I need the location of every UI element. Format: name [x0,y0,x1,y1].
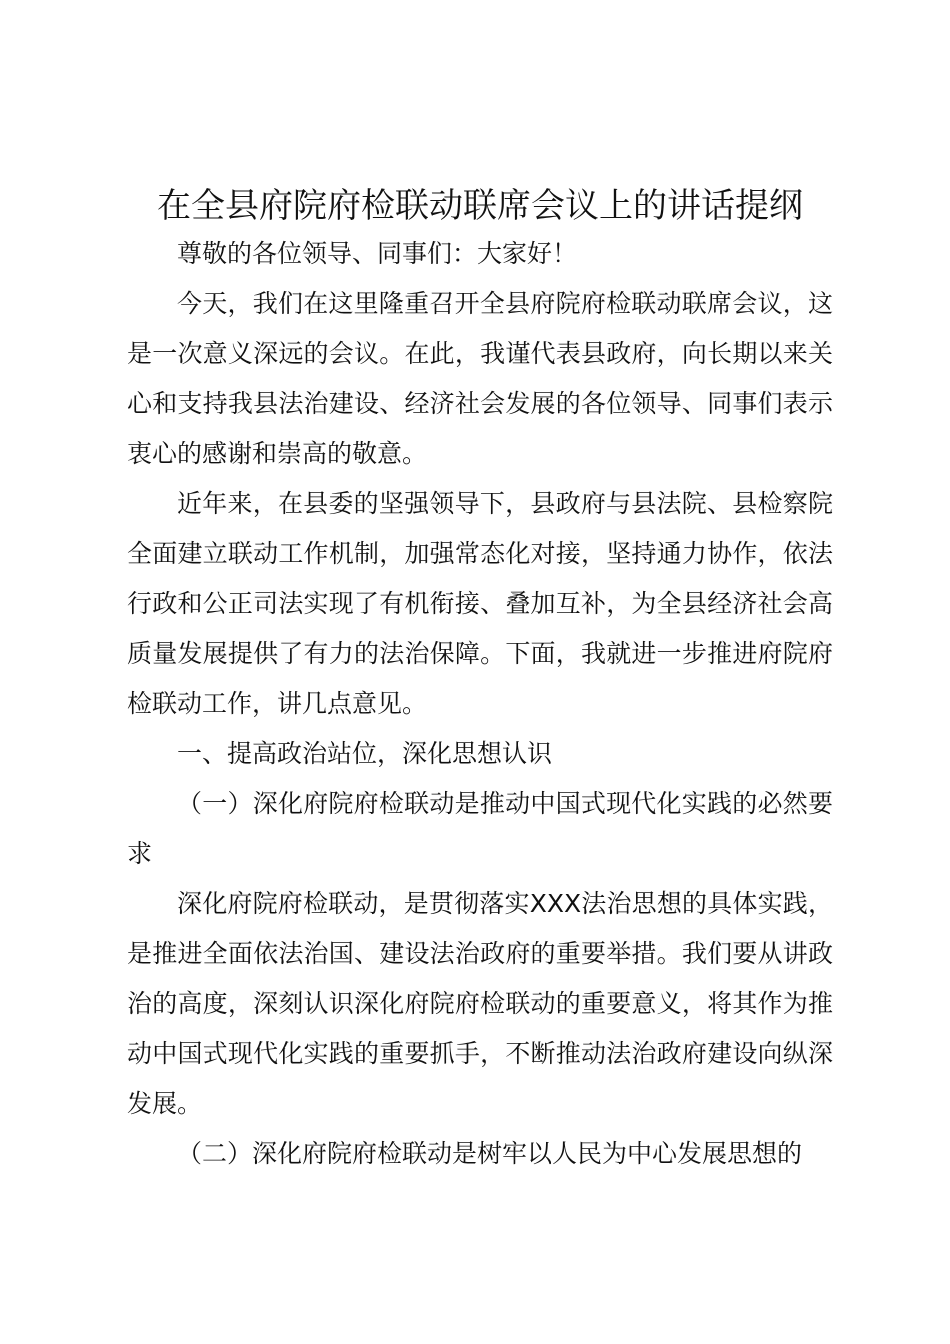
subsection-heading-2: （二）深化府院府检联动是树牢以人民为中心发展思想的 [177,1139,803,1168]
greeting: 尊敬的各位领导、同事们：大家好！ [177,239,578,268]
paragraph-background: 近年来，在县委的坚强领导下，县政府与县法院、县检察院全面建立联动工作机制，加强常态化对接，坚持通力协作，依法行政和公正司法实现了有机衔接、叠加互补，为全县经济社会高质量发展提供了有力的法治保障。下面，我就进一步推进府院府检联动工作，讲几点意见。 [127,489,833,718]
document-body [127,229,833,1179]
section-heading-1: 一、提高政治站位，深化思想认识 [177,739,553,768]
subsection-heading-1: （一）深化府院府检联动是推动中国式现代化实践的必然要求 [127,789,833,868]
subsection-paragraph-1: 深化府院府检联动，是贯彻落实XXX法治思想的具体实践，是推进全面依法治国、建设法治政府的重要举措。我们要从讲政治的高度，深刻认识深化府院府检联动的重要意义，将其作为推动中国式现代化实践的重要抓手，不断推动法治政府建设向纵深发展。 [127,889,833,1118]
document-title: 在全县府院府检联动联席会议上的讲话提纲 [157,186,803,226]
paragraph-opening: 今天，我们在这里隆重召开全县府院府检联动联席会议，这是一次意义深远的会议。在此，我谨代表县政府，向长期以来关心和支持我县法治建设、经济社会发展的各位领导、同事们表示衷心的感谢和崇高的敬意。 [127,289,833,468]
